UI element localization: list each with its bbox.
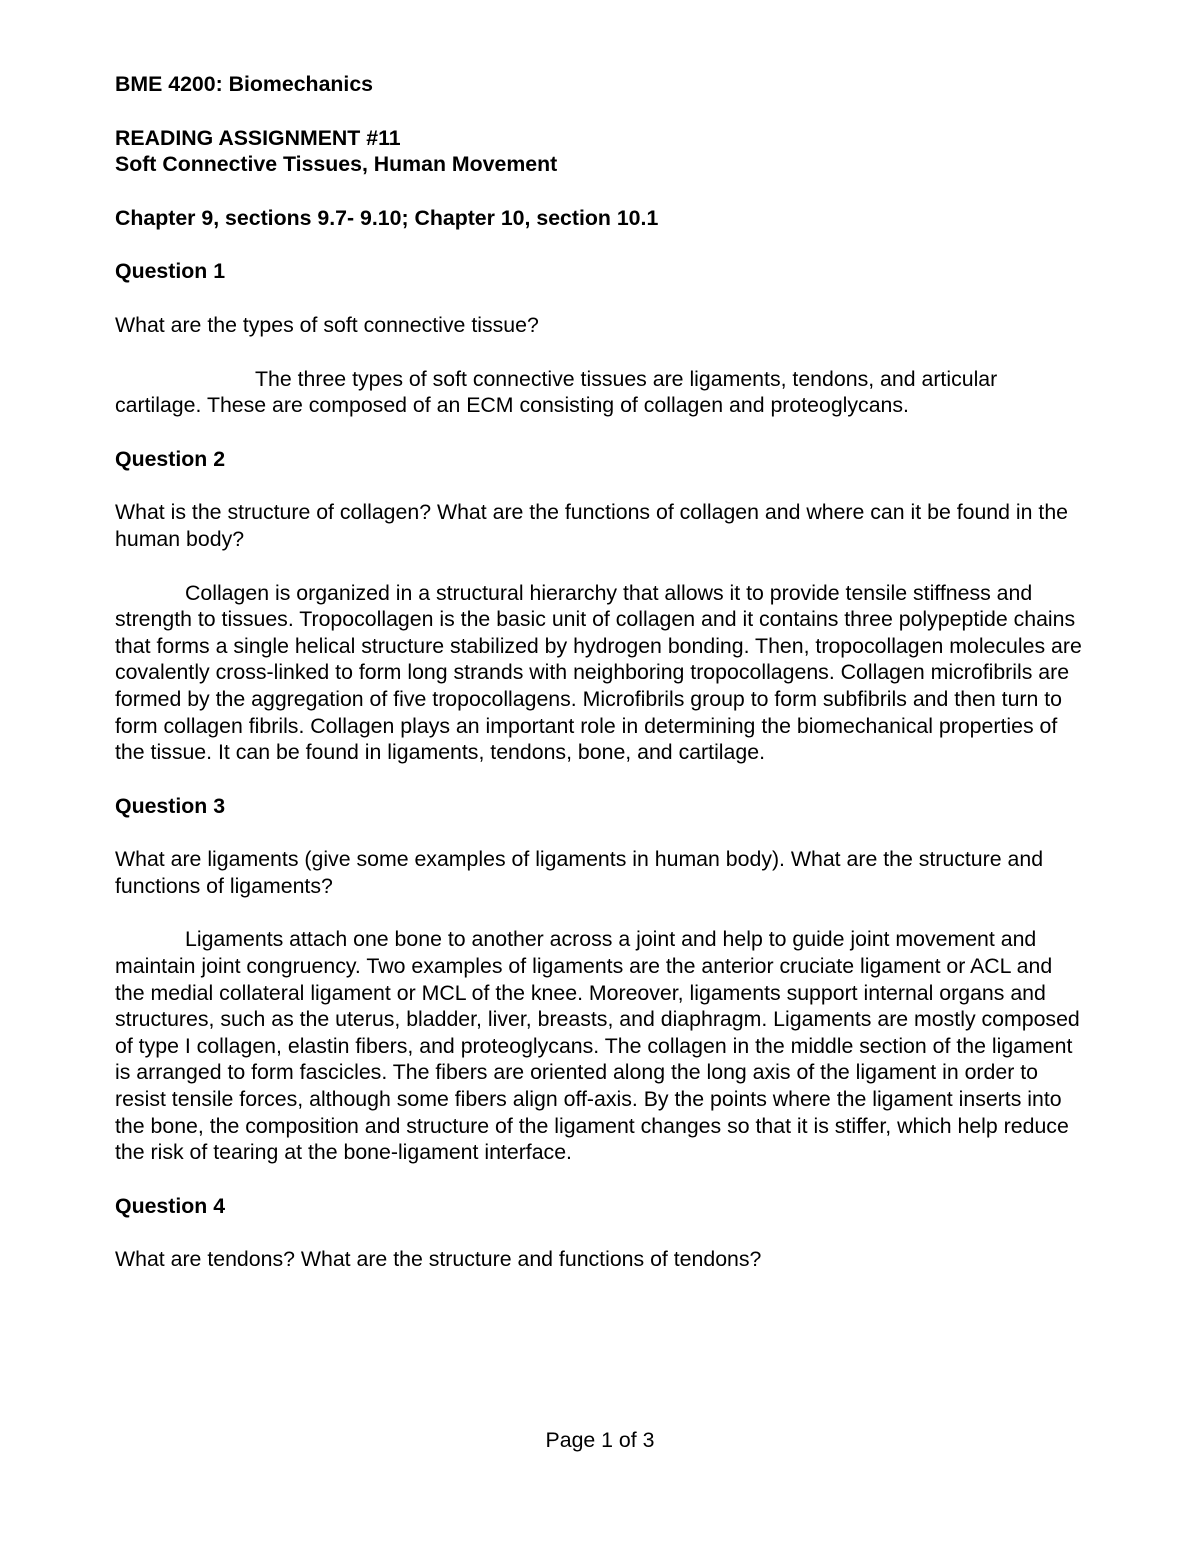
question-heading: Question 3 — [115, 793, 226, 818]
question-1 — [115, 258, 1085, 418]
question-answer: The three types of soft connective tissues are ligaments, tendons, and articular cartilage. These are composed of an ECM consisting of collagen and proteoglycans. — [115, 366, 998, 418]
question-prompt: What are ligaments (give some examples of ligaments in human body). What are the structure and functions of ligaments? — [115, 847, 1044, 898]
question-answer: Ligaments attach one bone to another across a joint and help to guide joint movement and maintain joint congruency. Two examples of ligaments are the anterior cruciate ligament or ACL and the medial collateral ligament or MCL of the knee. Moreover, ligaments support internal organs and structures, such as the uterus, bladder, liver, breasts, and diaphragm. Ligaments are mostly composed of type I collagen, elastin fibers, and proteoglycans. The collagen in the middle section of the ligament is arranged to form fascicles. The fibers are oriented along the long axis of the ligament in order to resist tensile forces, although some fibers align off-axis. By the points where the ligament inserts into the bone, the composition and structure of the ligament changes so that it is stiffer, which help reduce the risk of tearing at the bone-ligament interface. — [115, 927, 1080, 1165]
question-answer: Collagen is organized in a structural hierarchy that allows it to provide tensile stiffness and strength to tissues. Tropocollagen is the basic unit of collagen and it contains three polypeptide chains that forms a single helical structure stabilized by hydrogen bonding. Then, tropocollagen molecules are covalently cross-linked to form long strands with neighboring tropocollagens. Collagen microfibrils are formed by the aggregation of five tropocollagens. Microfibrils group to form subfibrils and then turn to form collagen fibrils. Collagen plays an important role in determining the biomechanical properties of the tissue. It can be found in ligaments, tendons, bone, and cartilage. — [115, 580, 1082, 765]
question-prompt: What are tendons? What are the structure and functions of tendons? — [115, 1247, 762, 1272]
course-title: BME 4200: Biomechanics — [115, 72, 374, 96]
question-heading: Question 1 — [115, 259, 226, 284]
assignment-title: READING ASSIGNMENT #11 — [115, 125, 401, 150]
question-prompt: What is the structure of collagen? What are the functions of collagen and where can it be found in the human body? — [115, 500, 1069, 551]
assignment-subtitle: Soft Connective Tissues, Human Movement — [115, 152, 558, 177]
chapter-reference: Chapter 9, sections 9.7- 9.10; Chapter 10, section 10.1 — [115, 205, 659, 230]
document-page — [115, 71, 1085, 1300]
question-prompt: What are the types of soft connective tissue? — [115, 312, 539, 337]
question-2 — [115, 446, 1085, 766]
question-3 — [115, 793, 1085, 1166]
question-heading: Question 4 — [115, 1193, 226, 1218]
question-heading: Question 2 — [115, 446, 226, 471]
page-number: Page 1 of 3 — [545, 1428, 655, 1452]
question-4 — [115, 1193, 1085, 1273]
